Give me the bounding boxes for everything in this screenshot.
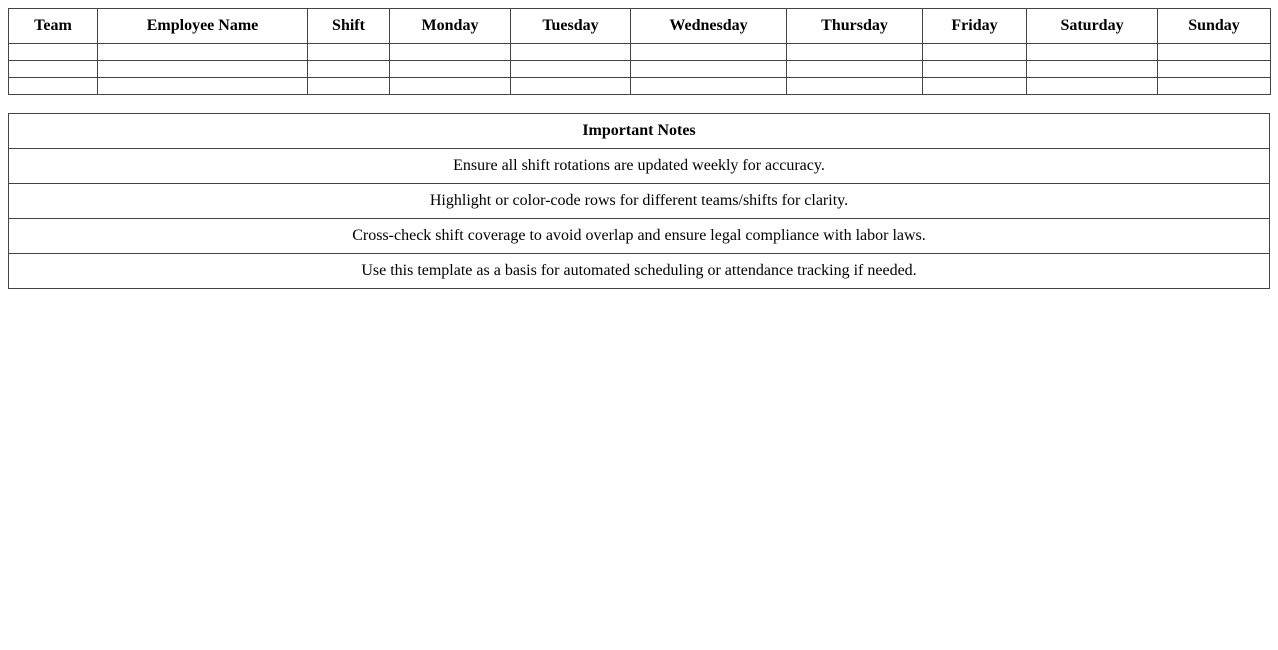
- table-cell: [787, 61, 923, 78]
- table-cell: [1027, 78, 1158, 95]
- column-header-employee-name: Employee Name: [98, 9, 308, 44]
- table-cell: [923, 44, 1027, 61]
- table-cell: [787, 44, 923, 61]
- note-row: [9, 149, 1270, 184]
- notes-title: Important Notes: [9, 114, 1270, 149]
- table-row: [9, 61, 1271, 78]
- table-cell: [1158, 78, 1271, 95]
- note-row: [9, 254, 1270, 289]
- table-cell: [1027, 61, 1158, 78]
- table-cell: [511, 44, 631, 61]
- table-cell: [631, 44, 787, 61]
- column-header-thursday: Thursday: [787, 9, 923, 44]
- column-header-wednesday: Wednesday: [631, 9, 787, 44]
- table-cell: [923, 61, 1027, 78]
- table-cell: [787, 78, 923, 95]
- column-header-team: Team: [9, 9, 98, 44]
- table-cell: [1027, 44, 1158, 61]
- note-row: [9, 219, 1270, 254]
- table-cell: [9, 61, 98, 78]
- shift-schedule-table: [8, 8, 1271, 95]
- column-header-shift: Shift: [308, 9, 390, 44]
- table-cell: [1158, 44, 1271, 61]
- table-cell: [390, 44, 511, 61]
- table-row: [9, 44, 1271, 61]
- table-cell: [390, 78, 511, 95]
- table-cell: [511, 78, 631, 95]
- table-cell: [631, 78, 787, 95]
- table-cell: [98, 78, 308, 95]
- table-cell: [511, 61, 631, 78]
- note-item: Cross-check shift coverage to avoid overlap and ensure legal compliance with labor laws.: [9, 219, 1270, 254]
- table-cell: [631, 61, 787, 78]
- notes-header-row: [9, 114, 1270, 149]
- column-header-tuesday: Tuesday: [511, 9, 631, 44]
- table-cell: [98, 44, 308, 61]
- table-cell: [308, 61, 390, 78]
- column-header-sunday: Sunday: [1158, 9, 1271, 44]
- table-cell: [9, 44, 98, 61]
- column-header-monday: Monday: [390, 9, 511, 44]
- column-header-saturday: Saturday: [1027, 9, 1158, 44]
- note-item: Use this template as a basis for automated scheduling or attendance tracking if needed.: [9, 254, 1270, 289]
- table-cell: [308, 44, 390, 61]
- note-row: [9, 184, 1270, 219]
- table-cell: [98, 61, 308, 78]
- table-cell: [9, 78, 98, 95]
- table-cell: [308, 78, 390, 95]
- header-row: [9, 9, 1271, 44]
- column-header-friday: Friday: [923, 9, 1027, 44]
- table-cell: [923, 78, 1027, 95]
- table-row: [9, 78, 1271, 95]
- important-notes-table: [8, 113, 1270, 289]
- table-cell: [390, 61, 511, 78]
- table-cell: [1158, 61, 1271, 78]
- note-item: Ensure all shift rotations are updated weekly for accuracy.: [9, 149, 1270, 184]
- note-item: Highlight or color-code rows for different teams/shifts for clarity.: [9, 184, 1270, 219]
